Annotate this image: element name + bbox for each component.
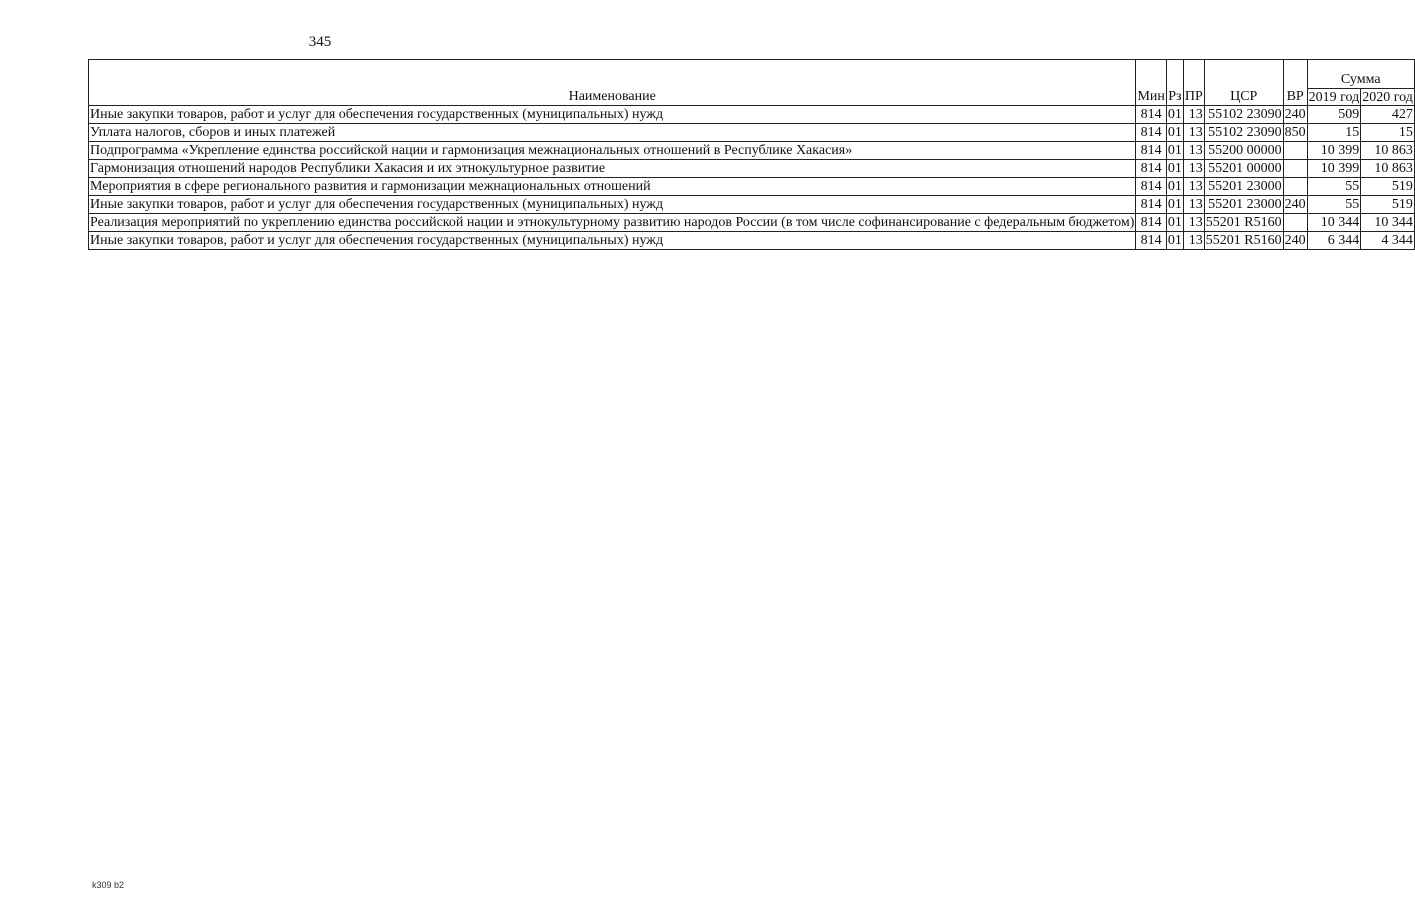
row-csr: 55102 23090 bbox=[1204, 124, 1283, 142]
row-vr: 850 bbox=[1284, 125, 1306, 140]
row-amount-2019: 10 399 bbox=[1307, 160, 1361, 178]
row-amount-2019: 509 bbox=[1307, 106, 1361, 124]
row-amount-2020: 427 bbox=[1361, 106, 1415, 124]
row-amount-2020: 4 344 bbox=[1361, 232, 1415, 250]
page-number: 345 bbox=[308, 34, 332, 50]
table-row bbox=[89, 196, 1415, 214]
table-row bbox=[89, 142, 1415, 160]
row-pr: 13 bbox=[1183, 160, 1204, 178]
row-name: Иные закупки товаров, работ и услуг для обеспечения государственных (муниципальных) нужд bbox=[89, 106, 1136, 124]
row-csr: 55201 23000 bbox=[1204, 196, 1283, 214]
row-rz: 01 bbox=[1167, 197, 1182, 212]
table-row bbox=[89, 232, 1415, 250]
row-pr: 13 bbox=[1183, 178, 1204, 196]
table-row bbox=[89, 106, 1415, 124]
table-row bbox=[89, 178, 1415, 196]
row-vr: 240 bbox=[1284, 107, 1306, 122]
row-min: 814 bbox=[1136, 178, 1166, 196]
row-csr: 55201 R5160 bbox=[1205, 233, 1282, 248]
header-min: Мин bbox=[1136, 60, 1166, 106]
row-csr: 55201 23000 bbox=[1204, 178, 1283, 196]
header-rz: Рз bbox=[1166, 60, 1183, 106]
row-name: Уплата налогов, сборов и иных платежей bbox=[89, 124, 1136, 142]
row-rz: 01 bbox=[1167, 179, 1182, 194]
budget-table bbox=[88, 59, 1415, 250]
row-min: 814 bbox=[1136, 196, 1166, 214]
row-amount-2020: 10 344 bbox=[1361, 214, 1415, 232]
table-row bbox=[89, 160, 1415, 178]
row-name: Мероприятия в сфере регионального развития и гармонизации межнациональных отношений bbox=[89, 178, 1136, 196]
row-min: 814 bbox=[1136, 142, 1166, 160]
row-vr bbox=[1283, 178, 1307, 196]
footer-note: k309 b2 bbox=[92, 880, 125, 890]
row-amount-2020: 10 863 bbox=[1361, 142, 1415, 160]
row-min: 814 bbox=[1136, 106, 1166, 124]
row-pr: 13 bbox=[1183, 196, 1204, 214]
row-name: Реализация мероприятий по укреплению единства российской нации и этнокультурному развитию народов России (в том числе софинансирование с федеральным бюджетом) bbox=[90, 215, 1135, 230]
row-vr bbox=[1283, 160, 1307, 178]
row-rz: 01 bbox=[1167, 215, 1182, 230]
row-vr: 240 bbox=[1284, 233, 1306, 248]
row-pr: 13 bbox=[1183, 142, 1204, 160]
row-vr: 240 bbox=[1284, 197, 1306, 212]
row-amount-2019: 10 399 bbox=[1307, 142, 1361, 160]
row-min: 814 bbox=[1136, 160, 1166, 178]
row-min: 814 bbox=[1136, 214, 1166, 232]
row-csr: 55102 23090 bbox=[1204, 106, 1283, 124]
row-amount-2020: 10 863 bbox=[1361, 160, 1415, 178]
header-csr: ЦСР bbox=[1204, 60, 1283, 106]
row-vr bbox=[1283, 142, 1307, 160]
table-body bbox=[89, 106, 1415, 250]
header-year-2020: 2020 год bbox=[1362, 90, 1413, 105]
table-header bbox=[89, 60, 1415, 106]
row-pr: 13 bbox=[1183, 232, 1204, 250]
row-amount-2019: 10 344 bbox=[1307, 214, 1361, 232]
header-name: Наименование bbox=[89, 60, 1136, 106]
row-amount-2020: 15 bbox=[1361, 124, 1415, 142]
header-vr: ВР bbox=[1283, 60, 1307, 106]
row-vr bbox=[1283, 214, 1307, 232]
row-name: Иные закупки товаров, работ и услуг для обеспечения государственных (муниципальных) нужд bbox=[89, 196, 1136, 214]
row-csr: 55201 00000 bbox=[1204, 160, 1283, 178]
row-csr: 55201 R5160 bbox=[1205, 215, 1282, 230]
header-pr: ПР bbox=[1183, 60, 1204, 106]
row-amount-2019: 55 bbox=[1307, 178, 1361, 196]
row-rz: 01 bbox=[1167, 233, 1182, 248]
row-amount-2020: 519 bbox=[1361, 196, 1415, 214]
table-row bbox=[89, 124, 1415, 142]
row-rz: 01 bbox=[1167, 125, 1182, 140]
header-sum: Сумма bbox=[1307, 60, 1414, 89]
row-name: Иные закупки товаров, работ и услуг для обеспечения государственных (муниципальных) нужд bbox=[89, 232, 1136, 250]
row-rz: 01 bbox=[1167, 107, 1182, 122]
row-csr: 55200 00000 bbox=[1204, 142, 1283, 160]
row-pr: 13 bbox=[1183, 106, 1204, 124]
table-row bbox=[89, 214, 1415, 232]
row-min: 814 bbox=[1136, 124, 1166, 142]
row-name: Подпрограмма «Укрепление единства российской нации и гармонизация межнациональных отношений в Республике Хакасия» bbox=[89, 142, 1136, 160]
row-rz: 01 bbox=[1167, 143, 1182, 158]
row-rz: 01 bbox=[1167, 161, 1182, 176]
row-min: 814 bbox=[1136, 232, 1166, 250]
header-year-2019: 2019 год bbox=[1308, 90, 1360, 105]
row-amount-2019: 6 344 bbox=[1307, 232, 1361, 250]
row-name: Гармонизация отношений народов Республики Хакасия и их этнокультурное развитие bbox=[89, 160, 1136, 178]
row-amount-2019: 55 bbox=[1307, 196, 1361, 214]
row-amount-2019: 15 bbox=[1307, 124, 1361, 142]
row-amount-2020: 519 bbox=[1361, 178, 1415, 196]
row-pr: 13 bbox=[1183, 124, 1204, 142]
row-pr: 13 bbox=[1183, 214, 1204, 232]
